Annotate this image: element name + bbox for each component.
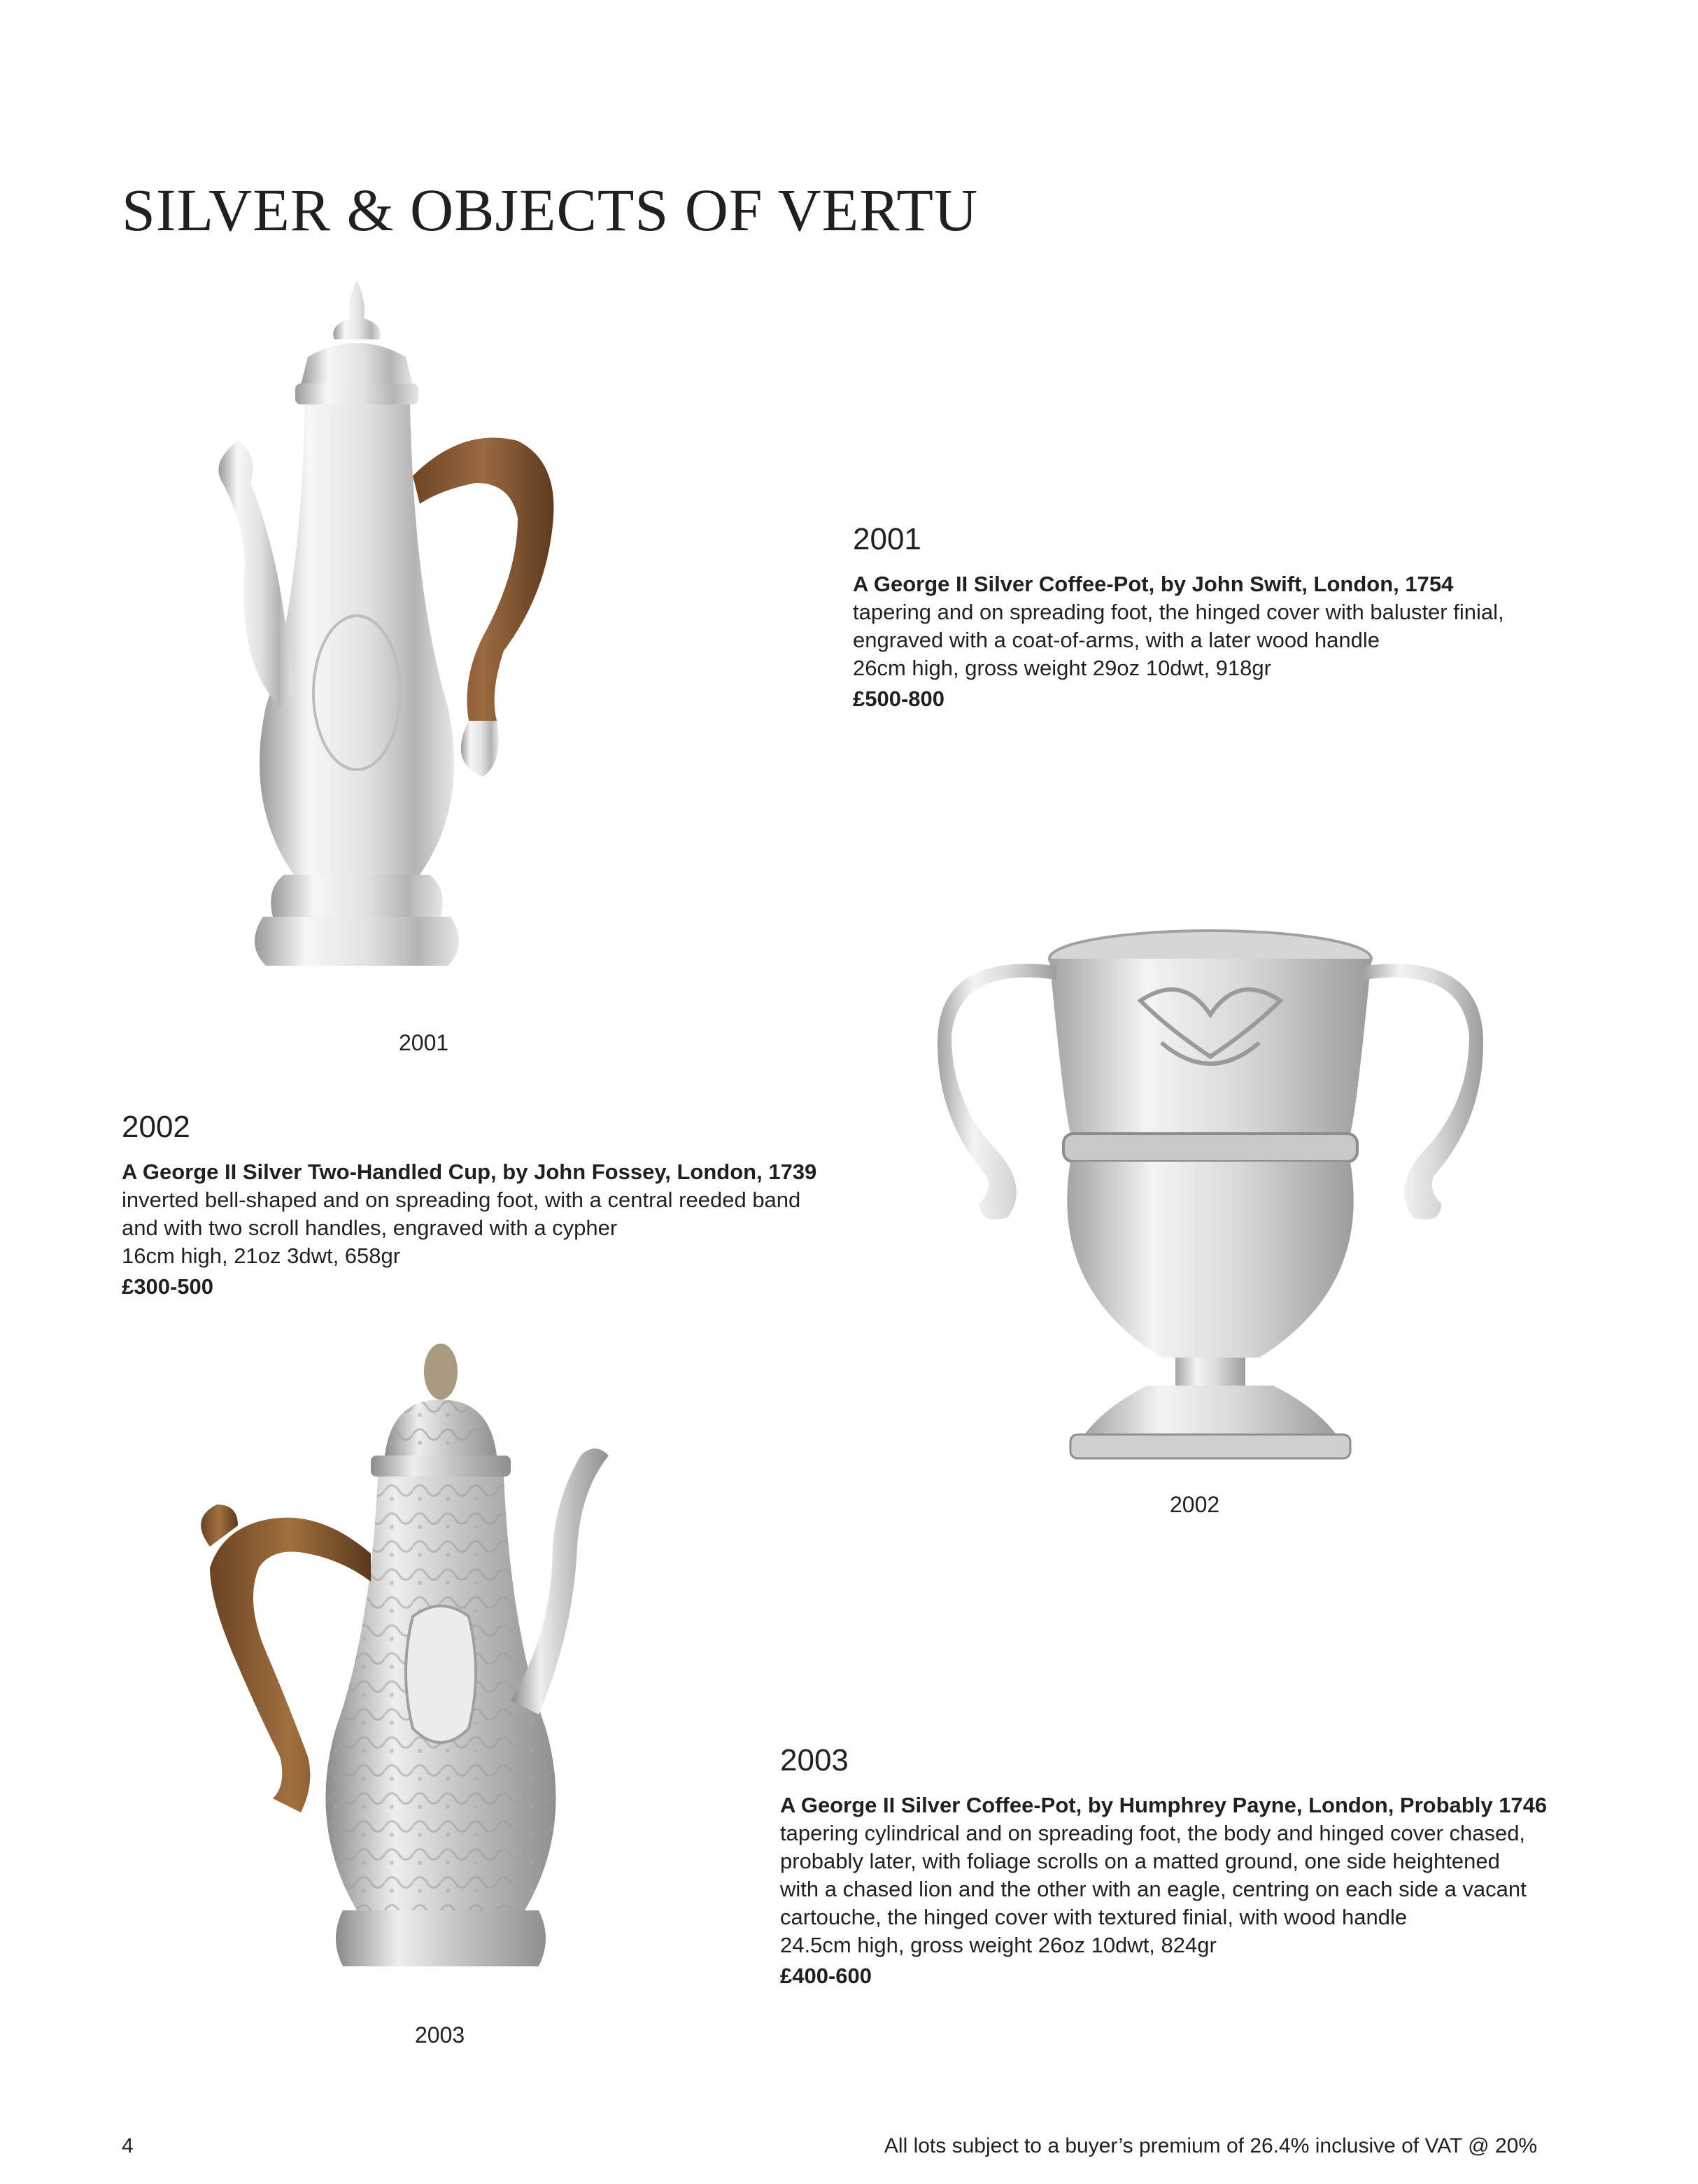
page-number: 4 (122, 2134, 134, 2157)
lot-2001 (853, 521, 1559, 713)
lot-2001-image (140, 273, 616, 1029)
lot-2002-image (896, 924, 1525, 1498)
lot-title: A George II Silver Two-Handled Cup, by John Fossey, London, 1739 (122, 1160, 817, 1184)
buyers-premium-note: All lots subject to a buyer’s premium of 26.4% inclusive of VAT @ 20% (884, 2134, 1537, 2157)
lot-description: tapering and on spreading foot, the hinged cover with baluster finial, engraved with a coat-of-arms, with a later wood handle (853, 600, 1504, 652)
lot-number: 2003 (780, 1743, 849, 1777)
lot-number: 2001 (853, 522, 921, 556)
lot-2003-image-caption: 2003 (415, 2022, 465, 2048)
lot-2001-image-caption: 2001 (399, 1030, 449, 1055)
lot-dimensions: 16cm high, 21oz 3dwt, 658gr (122, 1244, 401, 1268)
lot-estimate: £300-500 (122, 1274, 214, 1299)
lot-dimensions: 26cm high, gross weight 29oz 10dwt, 918gr (853, 656, 1271, 680)
lot-2002 (122, 1109, 863, 1301)
lot-estimate: £400-600 (780, 1964, 872, 1988)
lot-number: 2002 (122, 1110, 190, 1144)
lot-description: inverted bell-shaped and on spreading foot, with a central reeded band and with two scroll handles, engraved with a cypher (122, 1188, 801, 1240)
lot-2002-image-caption: 2002 (1170, 1492, 1220, 1517)
lot-title: A George II Silver Coffee-Pot, by John Swift, London, 1754 (853, 572, 1454, 596)
lot-2003-image (161, 1337, 721, 2029)
lot-title: A George II Silver Coffee-Pot, by Humphrey Payne, London, Probably 1746 (780, 1793, 1548, 1817)
lot-dimensions: 24.5cm high, gross weight 26oz 10dwt, 824gr (780, 1933, 1217, 1957)
lot-description: tapering cylindrical and on spreading foot, the body and hinged cover chased, probably later, with foliage scrolls on a matted ground, one side heightened with a chased lion and the other with an eagle, centring on each side a vacant cartouche, the hinged cover with textured finial, with wood handle (780, 1821, 1527, 1929)
lot-estimate: £500-800 (853, 686, 945, 711)
page-title: SILVER & OBJECTS OF VERTU (122, 176, 979, 244)
lot-2003 (780, 1742, 1564, 1990)
